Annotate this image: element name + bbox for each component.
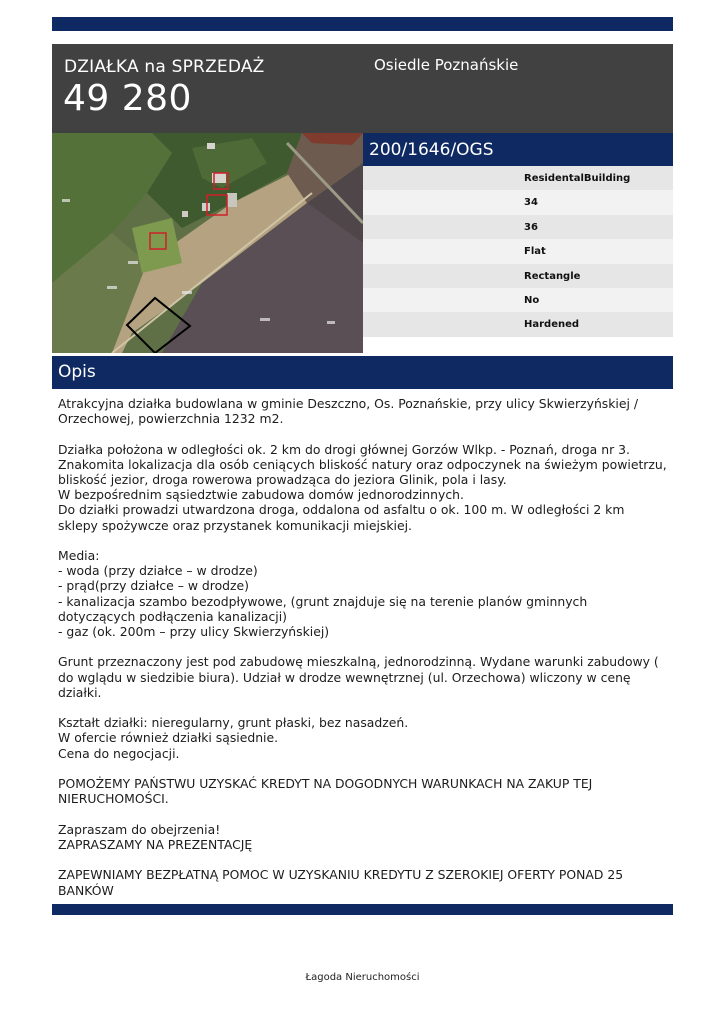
satellite-map-image bbox=[52, 133, 363, 353]
description-text: Atrakcyjna działka budowlana w gminie Deszczno, Os. Poznańskie, przy ulicy Skwierzyńskiej / Orzechowej, powierzchnia 1232 m2. Działka położona w odległości ok. 2 km do drogi głównej Gorzów Wlkp. - Poznań, droga nr 3. Znakomita lokalizacja dla osób ceniących bliskość natury oraz odpoczynek na świeżym powietrzu, bliskość jezior, droga rowerowa prowadząca do jeziora Glinik, pola i lasy. W bezpośrednim sąsiedztwie zabudowa domów jednorodzinnych. Do działki prowadzi utwardzona droga, oddalona od asfaltu o ok. 100 m. W odległości 2 km sklepy spożywcze oraz przystanek komunikacji miejskiej. Media: - woda (przy działce – w drodze) - prąd(przy działce – w drodze) - kanalizacja szambo bezodpływowe, (grunt znajduje się na terenie planów gminnych dotyczących podłączenia kanalizacji) - gaz (ok. 200m – przy ulicy Skwierzyńskiej) Grunt przeznaczony jest pod zabudowę mieszkalną, jednorodzinną. Wydane warunki zabudowy ( do wglądu w siedzibie biura). Udział w drodze wewnętrznej (ul. Orzechowa) wliczony w cenę działki. Kształt działki: nieregularny, grunt płaski, bez nasadzeń. W ofercie również działki sąsiednie. Cena do negocjacji. POMOŻEMY PAŃSTWU UZYSKAĆ KREDYT NA DOGODNYCH WARUNKACH NA ZAKUP TEJ NIERUCHOMOŚCI. Zapraszam do obejrzenia! ZAPRASZAMY NA PREZENTACJĘ ZAPEWNIAMY BEZPŁATNĄ POMOC W UZYSKANIU KREDYTU Z SZEROKIEJ OFERTY PONAD 25 BANKÓW bbox=[58, 396, 667, 898]
param-row: Hardened bbox=[363, 312, 673, 336]
param-row: 36 bbox=[363, 215, 673, 239]
top-decorative-bar bbox=[52, 17, 673, 31]
offer-reference-number: 200/1646/OGS bbox=[363, 133, 673, 166]
listing-price: 49 280 bbox=[63, 78, 192, 119]
param-row: Flat bbox=[363, 239, 673, 263]
param-row: Rectangle bbox=[363, 264, 673, 288]
description-heading: Opis bbox=[52, 356, 673, 389]
listing-header bbox=[52, 44, 673, 133]
param-row: ResidentalBuilding bbox=[363, 166, 673, 190]
param-row: No bbox=[363, 288, 673, 312]
agency-name: Łagoda Nieruchomości bbox=[305, 972, 420, 983]
listing-type: DZIAŁKA na SPRZEDAŻ bbox=[64, 57, 265, 77]
listing-location: Osiedle Poznańskie bbox=[374, 56, 519, 74]
param-row: 34 bbox=[363, 190, 673, 214]
bottom-decorative-bar bbox=[52, 904, 673, 915]
property-parameters-table bbox=[363, 166, 673, 337]
